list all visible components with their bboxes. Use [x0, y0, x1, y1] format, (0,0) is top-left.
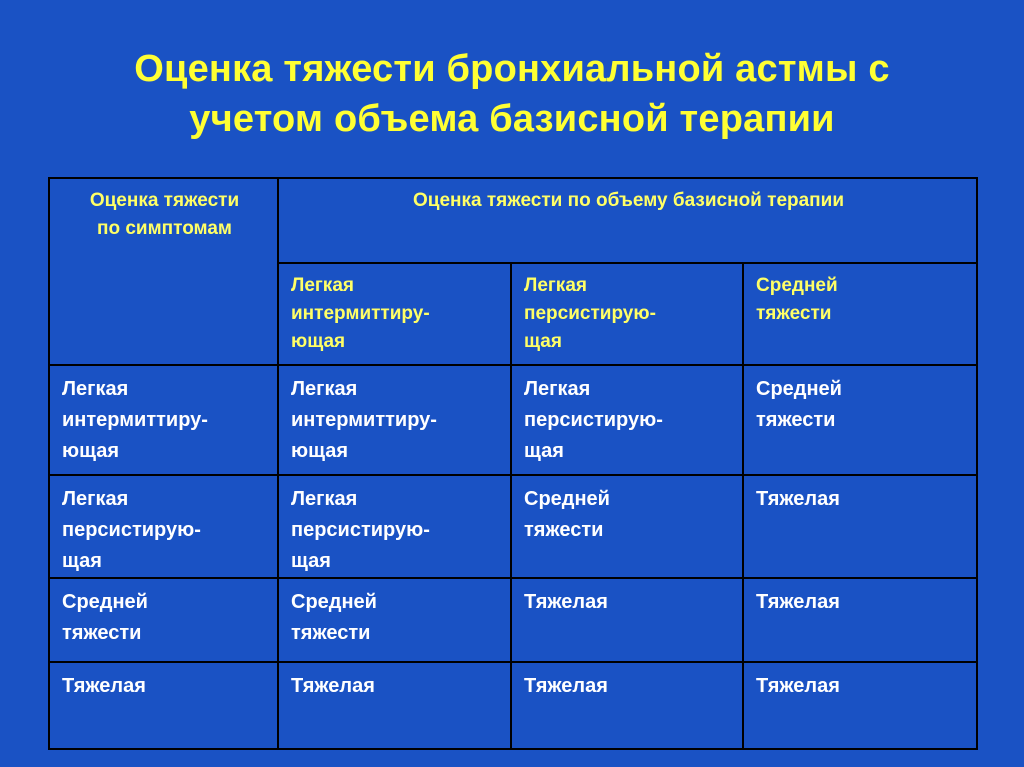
page-title [0, 44, 1024, 144]
cell-line: персистирую- [524, 409, 663, 431]
row-2-cell-1 [278, 475, 511, 578]
row-3-cell-1 [278, 578, 511, 662]
cell-line: Тяжелая [524, 675, 608, 697]
cell-line: персистирую- [62, 519, 201, 541]
header-subcol-3-line-2: тяжести [756, 303, 832, 324]
row-3-symptom [49, 578, 278, 662]
table-row [49, 662, 977, 749]
cell-line: тяжести [291, 622, 371, 644]
cell-line: Средней [524, 488, 610, 510]
header-subcol-2 [511, 263, 743, 365]
cell-line: тяжести [524, 519, 604, 541]
header-therapy-group: Оценка тяжести по объему базисной терапии [278, 178, 977, 263]
cell-line: тяжести [756, 409, 836, 431]
cell-line: интермиттиру- [62, 409, 208, 431]
cell-line: ющая [62, 440, 119, 462]
cell-line: Легкая [291, 488, 358, 510]
header-subcol-1-line-1: Легкая [291, 275, 354, 296]
severity-table [48, 177, 978, 750]
header-subcol-1 [278, 263, 511, 365]
header-subcol-2-line-3: щая [524, 331, 562, 352]
cell-line: Средней [291, 591, 377, 613]
header-subcol-2-line-2: персистирую- [524, 303, 656, 324]
cell-line: Тяжелая [756, 488, 840, 510]
cell-line: Тяжелая [756, 675, 840, 697]
cell-line: Легкая [291, 378, 358, 400]
cell-line: щая [62, 550, 102, 572]
row-1-cell-2 [511, 365, 743, 475]
cell-line: персистирую- [291, 519, 430, 541]
row-2-symptom [49, 475, 278, 578]
row-3-cell-3 [743, 578, 977, 662]
table-row [49, 578, 977, 662]
table-row [49, 365, 977, 475]
header-subcol-1-line-2: интермиттиру- [291, 303, 430, 324]
cell-line: Тяжелая [756, 591, 840, 613]
row-1-cell-3 [743, 365, 977, 475]
cell-line: ющая [291, 440, 348, 462]
title-line-1: Оценка тяжести бронхиальной астмы с [134, 48, 890, 90]
cell-line: щая [524, 440, 564, 462]
cell-line: Легкая [524, 378, 591, 400]
header-subcol-3 [743, 263, 977, 365]
title-line-2: учетом объема базисной терапии [189, 98, 835, 140]
row-1-cell-1 [278, 365, 511, 475]
cell-line: Средней [62, 591, 148, 613]
header-subcol-2-line-1: Легкая [524, 275, 587, 296]
cell-line: Легкая [62, 378, 129, 400]
row-2-cell-3 [743, 475, 977, 578]
header-symptoms [49, 178, 278, 365]
cell-line: тяжести [62, 622, 142, 644]
row-3-cell-2 [511, 578, 743, 662]
row-4-cell-1 [278, 662, 511, 749]
cell-line: интермиттиру- [291, 409, 437, 431]
row-2-cell-2 [511, 475, 743, 578]
row-4-cell-3 [743, 662, 977, 749]
cell-line: Средней [756, 378, 842, 400]
cell-line: Тяжелая [291, 675, 375, 697]
header-symptoms-line-2: по симптомам [97, 218, 232, 239]
header-subcol-3-line-1: Средней [756, 275, 838, 296]
row-4-cell-2 [511, 662, 743, 749]
row-1-symptom [49, 365, 278, 475]
cell-line: Тяжелая [62, 675, 146, 697]
cell-line: Тяжелая [524, 591, 608, 613]
row-4-symptom [49, 662, 278, 749]
header-symptoms-line-1: Оценка тяжести [89, 190, 240, 211]
table-row [49, 475, 977, 578]
cell-line: Легкая [62, 488, 129, 510]
cell-line: щая [291, 550, 331, 572]
header-subcol-1-line-3: ющая [291, 331, 346, 352]
